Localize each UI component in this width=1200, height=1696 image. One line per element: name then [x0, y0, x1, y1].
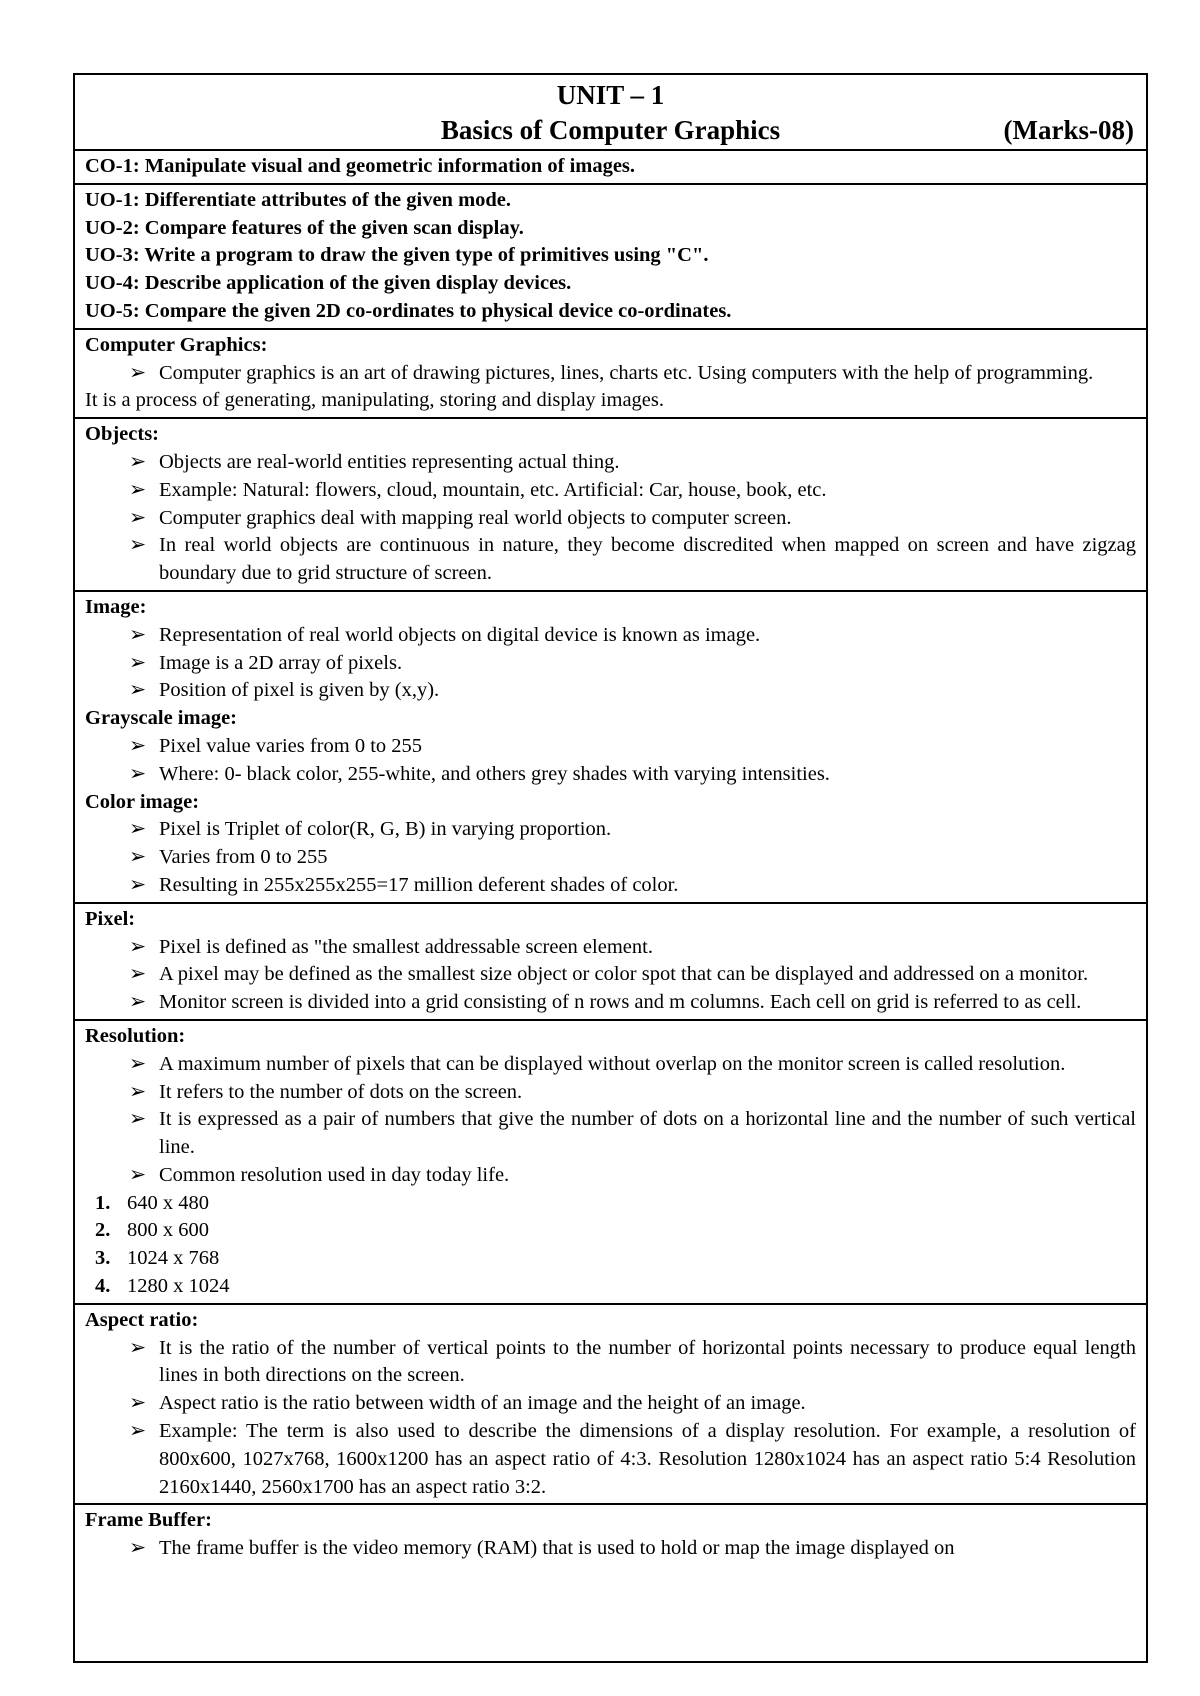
bullet-item: [129, 816, 1136, 844]
bullet-text: Pixel is defined as "the smallest addressable screen element.: [159, 935, 653, 958]
section-title: Aspect ratio:: [85, 1308, 199, 1331]
bullet-text: Aspect ratio is the ratio between width of an image and the height of an image.: [159, 1392, 806, 1415]
pixel-section: [75, 902, 1146, 1019]
list-item: [95, 1273, 1136, 1301]
arrow-bullet-icon: ➢: [129, 1537, 147, 1560]
bullet-item: [129, 1106, 1136, 1162]
list-item: [95, 1245, 1136, 1273]
bullet-text: Monitor screen is divided into a grid consisting of n rows and m columns. Each cell on grid is referred to as cell.: [159, 991, 1082, 1014]
section-title: Objects:: [85, 423, 160, 446]
bullet-item: [129, 1390, 1136, 1418]
bullet-item: [129, 1335, 1136, 1391]
section-title: Pixel:: [85, 907, 136, 930]
list-text: 640 x 480: [127, 1191, 209, 1214]
bullet-text: Common resolution used in day today life.: [159, 1163, 510, 1186]
bullet-item: [129, 733, 1136, 761]
arrow-bullet-icon: ➢: [129, 1052, 147, 1075]
unit-outcome: UO-2: Compare features of the given scan display.: [85, 216, 524, 239]
arrow-bullet-icon: ➢: [129, 818, 147, 841]
course-outcome: CO-1: Manipulate visual and geometric information of images.: [85, 155, 636, 177]
objects-section: [75, 417, 1146, 590]
section-title: Image:: [85, 595, 147, 618]
arrow-bullet-icon: ➢: [129, 623, 147, 646]
bullet-text: Example: The term is also used to describe the dimensions of a display resolution. For example, a resolution of 800x600, 1027x768, 1600x1200 has an aspect ratio of 4:3. Resolution 1280x1024 has an aspect ratio 5:4 Resolution 2160x1440, 2560x1700 has an aspect ratio 3:2.: [159, 1420, 1136, 1498]
bullet-text: Where: 0- black color, 255-white, and others grey shades with varying intensities.: [159, 762, 830, 785]
subsection-title: Color image:: [85, 790, 200, 813]
computer-graphics-section: [75, 328, 1146, 417]
bullet-text: Example: Natural: flowers, cloud, mountain, etc. Artificial: Car, house, book, etc.: [159, 478, 827, 501]
arrow-bullet-icon: ➢: [129, 734, 147, 757]
section-title: Resolution:: [85, 1024, 186, 1047]
arrow-bullet-icon: ➢: [129, 935, 147, 958]
unit-title: Basics of Computer Graphics: [440, 115, 781, 145]
arrow-bullet-icon: ➢: [129, 450, 147, 473]
list-number: 1.: [95, 1191, 111, 1214]
bullet-text: In real world objects are continuous in nature, they become discredited when mapped on screen and have zigzag boundary due to grid structure of screen.: [159, 534, 1136, 585]
subsection-title: Grayscale image:: [85, 707, 237, 730]
bullet-list: [85, 733, 1136, 789]
bullet-item: [129, 872, 1136, 900]
list-item: [95, 1190, 1136, 1218]
arrow-bullet-icon: ➢: [129, 478, 147, 501]
image-section: [75, 590, 1146, 902]
arrow-bullet-icon: ➢: [129, 361, 147, 384]
bullet-item: [129, 650, 1136, 678]
bullet-list: [85, 1335, 1136, 1502]
bullet-text: Pixel is Triplet of color(R, G, B) in varying proportion.: [159, 818, 612, 841]
bullet-text: It refers to the number of dots on the screen.: [159, 1080, 523, 1103]
resolution-list: [85, 1190, 1136, 1301]
bullet-text: Resulting in 255x255x255=17 million deferent shades of color.: [159, 873, 679, 896]
bullet-list: [85, 360, 1136, 388]
arrow-bullet-icon: ➢: [129, 1420, 147, 1443]
bullet-item: [129, 449, 1136, 477]
unit-number: UNIT – 1: [556, 80, 665, 110]
bullet-list: [85, 934, 1136, 1017]
bullet-text: Computer graphics deal with mapping real world objects to computer screen.: [159, 506, 792, 529]
unit-outcomes-section: [75, 183, 1146, 328]
arrow-bullet-icon: ➢: [129, 846, 147, 869]
bullet-item: [129, 961, 1136, 989]
bullet-item: [129, 844, 1136, 872]
bullet-text: Representation of real world objects on digital device is known as image.: [159, 623, 761, 646]
bullet-text: Image is a 2D array of pixels.: [159, 651, 403, 674]
list-text: 1024 x 768: [127, 1247, 220, 1270]
bullet-item: [129, 989, 1136, 1017]
bullet-item: [129, 505, 1136, 533]
arrow-bullet-icon: ➢: [129, 1336, 147, 1359]
bullet-item: [129, 1051, 1136, 1079]
bullet-text: Position of pixel is given by (x,y).: [159, 679, 440, 702]
bullet-list: [85, 449, 1136, 588]
bullet-item: [129, 1418, 1136, 1501]
bullet-list: [85, 622, 1136, 705]
bullet-text: Objects are real-world entities representing actual thing.: [159, 450, 620, 473]
bullet-item: [129, 677, 1136, 705]
list-item: [95, 1217, 1136, 1245]
section-note: It is a process of generating, manipulating, storing and display images.: [85, 389, 664, 412]
unit-marks: (Marks-08): [1003, 115, 1134, 145]
arrow-bullet-icon: ➢: [129, 873, 147, 896]
bullet-text: Pixel value varies from 0 to 255: [159, 734, 423, 757]
bullet-text: It is expressed as a pair of numbers that give the number of dots on a horizontal line and the number of such vertical line.: [159, 1108, 1136, 1159]
bullet-list: [85, 1051, 1136, 1190]
arrow-bullet-icon: ➢: [129, 991, 147, 1014]
course-outcome-section: [75, 149, 1146, 183]
list-number: 3.: [95, 1247, 111, 1270]
document-page: [73, 73, 1148, 1663]
arrow-bullet-icon: ➢: [129, 534, 147, 557]
unit-outcome: UO-4: Describe application of the given display devices.: [85, 272, 572, 295]
bullet-item: [129, 1079, 1136, 1107]
bullet-text: It is the ratio of the number of vertical points to the number of horizontal points necessary to produce equal length lines in both directions on the screen.: [159, 1336, 1136, 1387]
aspect-ratio-section: [75, 1303, 1146, 1504]
bullet-list: [85, 1535, 1136, 1563]
bullet-item: [129, 360, 1136, 388]
list-number: 4.: [95, 1275, 111, 1298]
arrow-bullet-icon: ➢: [129, 1080, 147, 1103]
list-number: 2.: [95, 1219, 111, 1242]
bullet-text: The frame buffer is the video memory (RAM) that is used to hold or map the image displayed on: [159, 1537, 955, 1560]
bullet-text: A maximum number of pixels that can be displayed without overlap on the monitor screen is called resolution.: [159, 1052, 1066, 1075]
bullet-item: [129, 1535, 1136, 1563]
unit-outcome: UO-3: Write a program to draw the given type of primitives using "C".: [85, 244, 709, 267]
bullet-text: Computer graphics is an art of drawing pictures, lines, charts etc. Using computers with the help of programming.: [159, 361, 1094, 384]
frame-buffer-section: [75, 1503, 1146, 1565]
section-title: Frame Buffer:: [85, 1509, 212, 1532]
arrow-bullet-icon: ➢: [129, 1108, 147, 1131]
unit-outcome: UO-5: Compare the given 2D co-ordinates to physical device co-ordinates.: [85, 299, 732, 322]
bullet-text: Varies from 0 to 255: [159, 846, 328, 869]
section-title: Computer Graphics:: [85, 333, 268, 356]
arrow-bullet-icon: ➢: [129, 679, 147, 702]
unit-outcome: UO-1: Differentiate attributes of the given mode.: [85, 188, 512, 211]
bullet-item: [129, 761, 1136, 789]
arrow-bullet-icon: ➢: [129, 506, 147, 529]
bullet-item: [129, 1162, 1136, 1190]
resolution-section: [75, 1019, 1146, 1303]
bullet-item: [129, 622, 1136, 650]
list-text: 800 x 600: [127, 1219, 209, 1242]
bullet-text: A pixel may be defined as the smallest size object or color spot that can be displayed and addressed on a monitor.: [159, 963, 1089, 986]
arrow-bullet-icon: ➢: [129, 762, 147, 785]
bullet-item: [129, 934, 1136, 962]
bullet-list: [85, 816, 1136, 899]
list-text: 1280 x 1024: [127, 1275, 230, 1298]
arrow-bullet-icon: ➢: [129, 963, 147, 986]
bullet-item: [129, 532, 1136, 588]
bullet-item: [129, 477, 1136, 505]
arrow-bullet-icon: ➢: [129, 1163, 147, 1186]
unit-header: [75, 75, 1146, 149]
arrow-bullet-icon: ➢: [129, 1392, 147, 1415]
arrow-bullet-icon: ➢: [129, 651, 147, 674]
